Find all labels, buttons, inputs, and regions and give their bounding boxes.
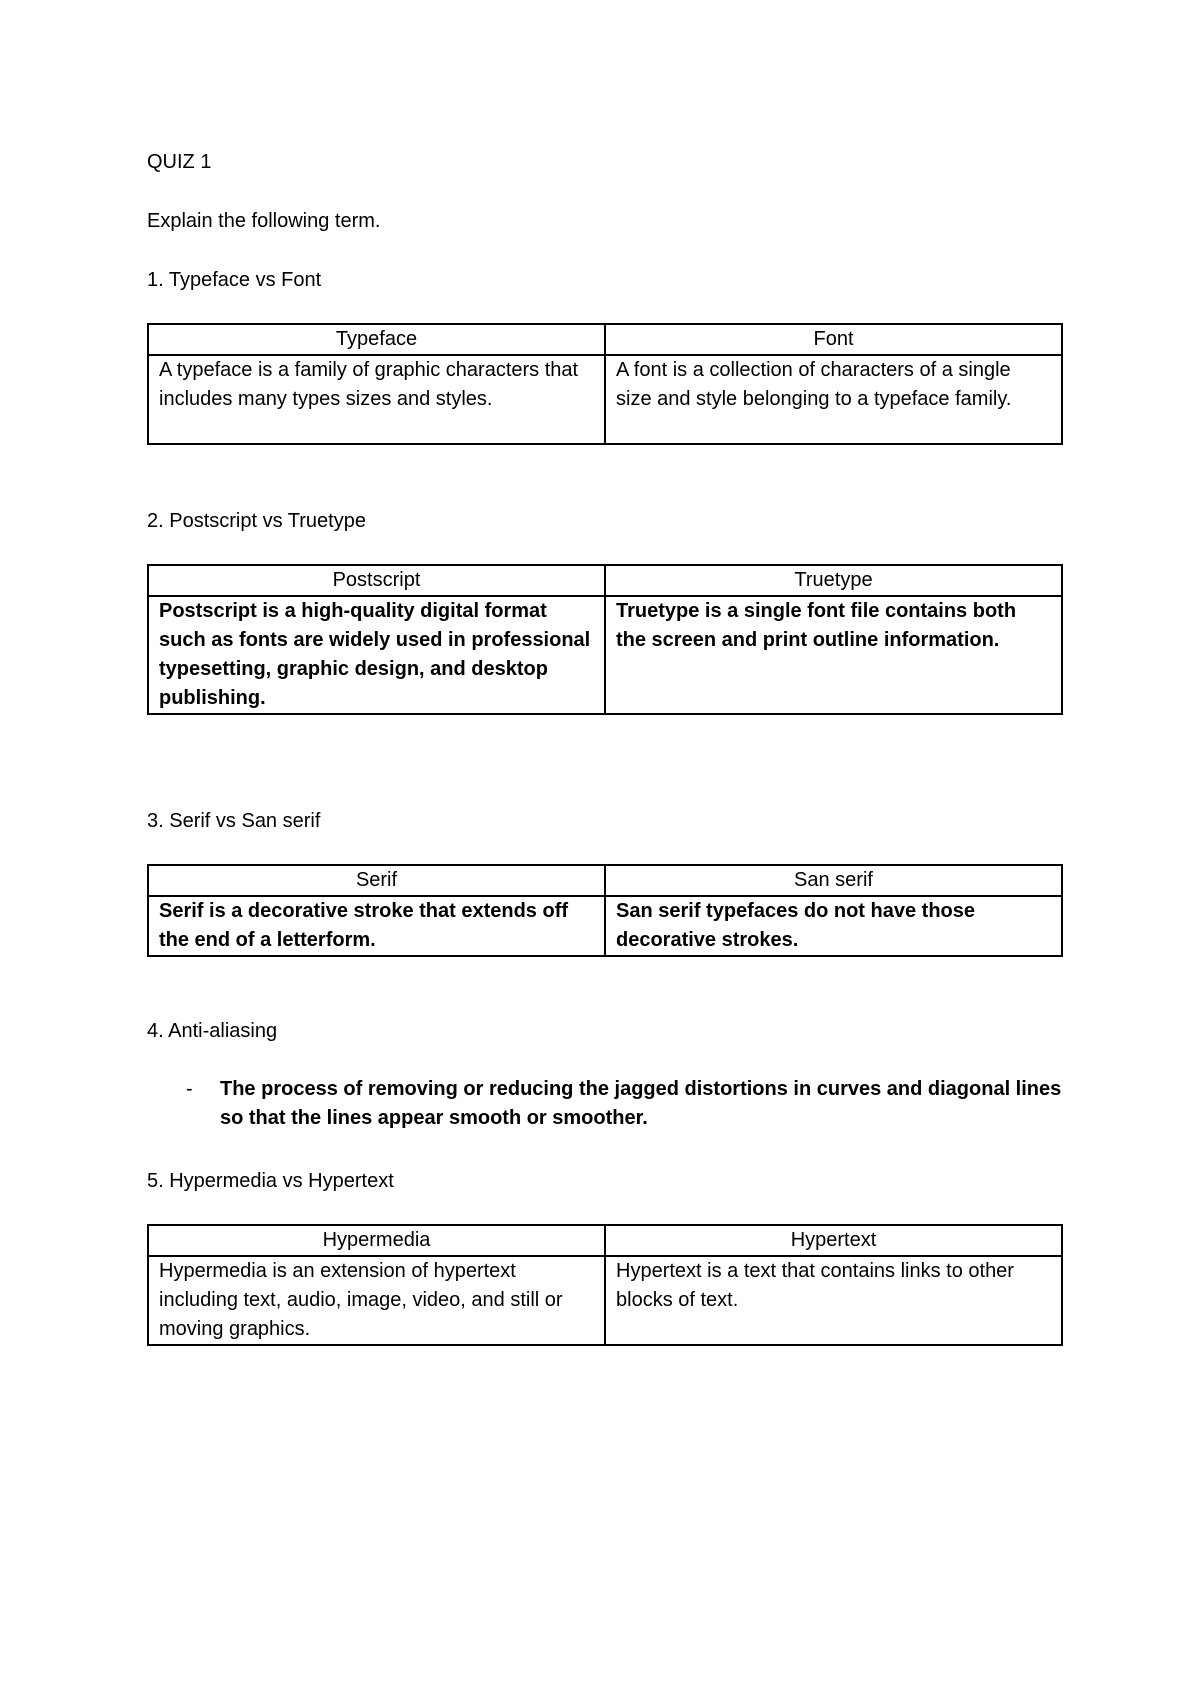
table-cell: San serif typefaces do not have those decorative strokes.	[605, 896, 1062, 956]
table-row	[148, 1256, 1062, 1345]
question-1-table	[147, 323, 1063, 445]
question-2-table	[147, 564, 1063, 715]
table-header-cell: Hypertext	[605, 1225, 1062, 1256]
table-row	[148, 896, 1062, 956]
table-header-cell: Serif	[148, 865, 605, 896]
table-header-row	[148, 1225, 1062, 1256]
table-cell: Truetype is a single font file contains both the screen and print outline information.	[605, 596, 1062, 714]
table-row	[148, 355, 1062, 444]
table-header-row	[148, 865, 1062, 896]
question-3-heading: 3. Serif vs San serif	[147, 810, 321, 832]
table-cell: Hypermedia is an extension of hypertext including text, audio, image, video, and still or moving graphics.	[148, 1256, 605, 1345]
table-cell: A typeface is a family of graphic characters that includes many types sizes and styles.	[148, 355, 605, 444]
table-header-cell: San serif	[605, 865, 1062, 896]
quiz-instruction: Explain the following term.	[147, 210, 381, 232]
table-header-cell: Hypermedia	[148, 1225, 605, 1256]
bullet-marker: -	[186, 1078, 193, 1100]
table-header-cell: Typeface	[148, 324, 605, 355]
table-header-cell: Font	[605, 324, 1062, 355]
table-header-cell: Truetype	[605, 565, 1062, 596]
table-header-cell: Postscript	[148, 565, 605, 596]
table-row	[148, 596, 1062, 714]
question-2-heading: 2. Postscript vs Truetype	[147, 510, 366, 532]
table-cell: A font is a collection of characters of a single size and style belonging to a typeface family.	[605, 355, 1062, 444]
question-3-table	[147, 864, 1063, 957]
question-5-table	[147, 1224, 1063, 1346]
quiz-title: QUIZ 1	[147, 151, 212, 173]
question-1-heading: 1. Typeface vs Font	[147, 269, 322, 291]
table-cell: Serif is a decorative stroke that extends off the end of a letterform.	[148, 896, 605, 956]
table-cell: Postscript is a high-quality digital format such as fonts are widely used in professional typesetting, graphic design, and desktop publishing.	[148, 596, 605, 714]
table-header-row	[148, 565, 1062, 596]
bullet-text: The process of removing or reducing the jagged distortions in curves and diagonal lines so that the lines appear smooth or smoother.	[220, 1078, 1062, 1129]
table-header-row	[148, 324, 1062, 355]
question-5-heading: 5. Hypermedia vs Hypertext	[147, 1170, 394, 1192]
question-4-heading: 4. Anti-aliasing	[147, 1020, 278, 1042]
table-cell: Hypertext is a text that contains links to other blocks of text.	[605, 1256, 1062, 1345]
